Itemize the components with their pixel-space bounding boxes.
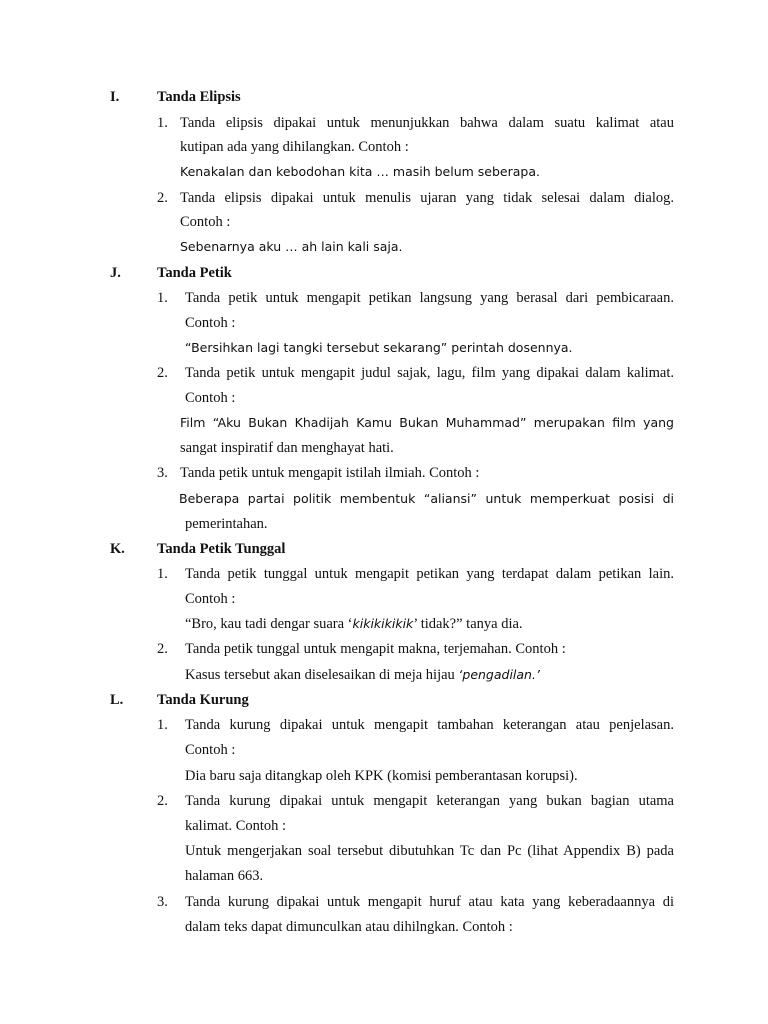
list-item-text: Tanda kurung dipakai untuk mengapit keterangan yang bukan bagian utama xyxy=(185,793,674,809)
section-title-petik-tunggal: Tanda Petik Tunggal xyxy=(157,541,286,557)
list-item-text: dalam teks dapat dimunculkan atau dihilngkan. Contoh : xyxy=(185,919,513,935)
list-item-text: Contoh : xyxy=(185,390,236,406)
list-number: 2. xyxy=(157,190,168,206)
list-item-text: Tanda elipsis dipakai untuk menunjukkan bahwa dalam suatu kalimat atau xyxy=(180,115,674,131)
list-item-text: Tanda petik tunggal untuk mengapit makna, terjemahan. Contoh : xyxy=(185,641,566,657)
list-item-text: Tanda kurung dipakai untuk mengapit huruf atau kata yang keberadaannya di xyxy=(185,894,674,910)
section-letter-j: J. xyxy=(110,265,121,281)
list-item-text: kutipan ada yang dihilangkan. Contoh : xyxy=(180,139,409,155)
list-number: 2. xyxy=(157,641,168,657)
list-item-text: Tanda petik untuk mengapit judul sajak, lagu, film yang dipakai dalam kalimat. xyxy=(185,365,674,381)
example-text: sangat inspiratif dan menghayat hati. xyxy=(180,440,394,456)
example-text xyxy=(185,666,540,684)
list-item-text: Tanda petik untuk mengapit petikan langsung yang berasal dari pembicaraan. xyxy=(185,290,674,306)
example-text xyxy=(185,615,523,633)
list-number: 2. xyxy=(157,793,168,809)
section-letter-k: K. xyxy=(110,541,125,557)
section-letter-i: I. xyxy=(110,89,120,105)
example-text: Beberapa partai politik membentuk “aliansi” untuk memperkuat posisi di xyxy=(179,491,674,506)
example-text-part: “Bro, kau tadi dengar suara ‘ xyxy=(185,616,353,632)
list-number: 1. xyxy=(157,566,168,582)
example-text-part: ’ tidak?” tanya dia. xyxy=(413,616,523,632)
list-number: 1. xyxy=(157,290,168,306)
example-text: halaman 663. xyxy=(185,868,264,884)
example-text-part: Kasus tersebut akan diselesaikan di meja hijau xyxy=(185,667,459,683)
section-title-elipsis: Tanda Elipsis xyxy=(157,89,241,105)
example-emphasis: kikikikikik xyxy=(352,616,414,631)
example-text: Sebenarnya aku … ah lain kali saja. xyxy=(180,239,403,254)
list-item-text: kalimat. Contoh : xyxy=(185,818,287,834)
example-text: Film “Aku Bukan Khadijah Kamu Bukan Muhammad” merupakan film yang xyxy=(180,415,674,430)
list-item-text: Contoh : xyxy=(185,315,236,331)
example-emphasis: ‘pengadilan.’ xyxy=(458,667,540,682)
list-item-text: Tanda kurung dipakai untuk mengapit tambahan keterangan atau penjelasan. xyxy=(185,717,674,733)
list-number: 2. xyxy=(157,365,168,381)
list-item-text: Tanda petik untuk mengapit istilah ilmiah. Contoh : xyxy=(180,465,480,481)
example-text: pemerintahan. xyxy=(185,516,268,532)
list-number: 3. xyxy=(157,465,168,481)
example-text: Kenakalan dan kebodohan kita … masih belum seberapa. xyxy=(180,164,540,179)
example-text: “Bersihkan lagi tangki tersebut sekarang” perintah dosennya. xyxy=(185,340,573,355)
list-item-text: Contoh : xyxy=(185,742,236,758)
list-number: 1. xyxy=(157,717,168,733)
example-text: Untuk mengerjakan soal tersebut dibutuhkan Tc dan Pc (lihat Appendix B) pada xyxy=(185,843,674,859)
list-number: 1. xyxy=(157,115,168,131)
list-item-text: Contoh : xyxy=(185,591,236,607)
list-item-text: Tanda elipsis dipakai untuk menulis ujaran yang tidak selesai dalam dialog. xyxy=(180,190,674,206)
list-item-text: Contoh : xyxy=(180,214,231,230)
list-number: 3. xyxy=(157,894,168,910)
example-text: Dia baru saja ditangkap oleh KPK (komisi pemberantasan korupsi). xyxy=(185,768,578,784)
section-title-kurung: Tanda Kurung xyxy=(157,692,249,708)
list-item-text: Tanda petik tunggal untuk mengapit petikan yang terdapat dalam petikan lain. xyxy=(185,566,674,582)
section-letter-l: L. xyxy=(110,692,124,708)
section-title-petik: Tanda Petik xyxy=(157,265,232,281)
